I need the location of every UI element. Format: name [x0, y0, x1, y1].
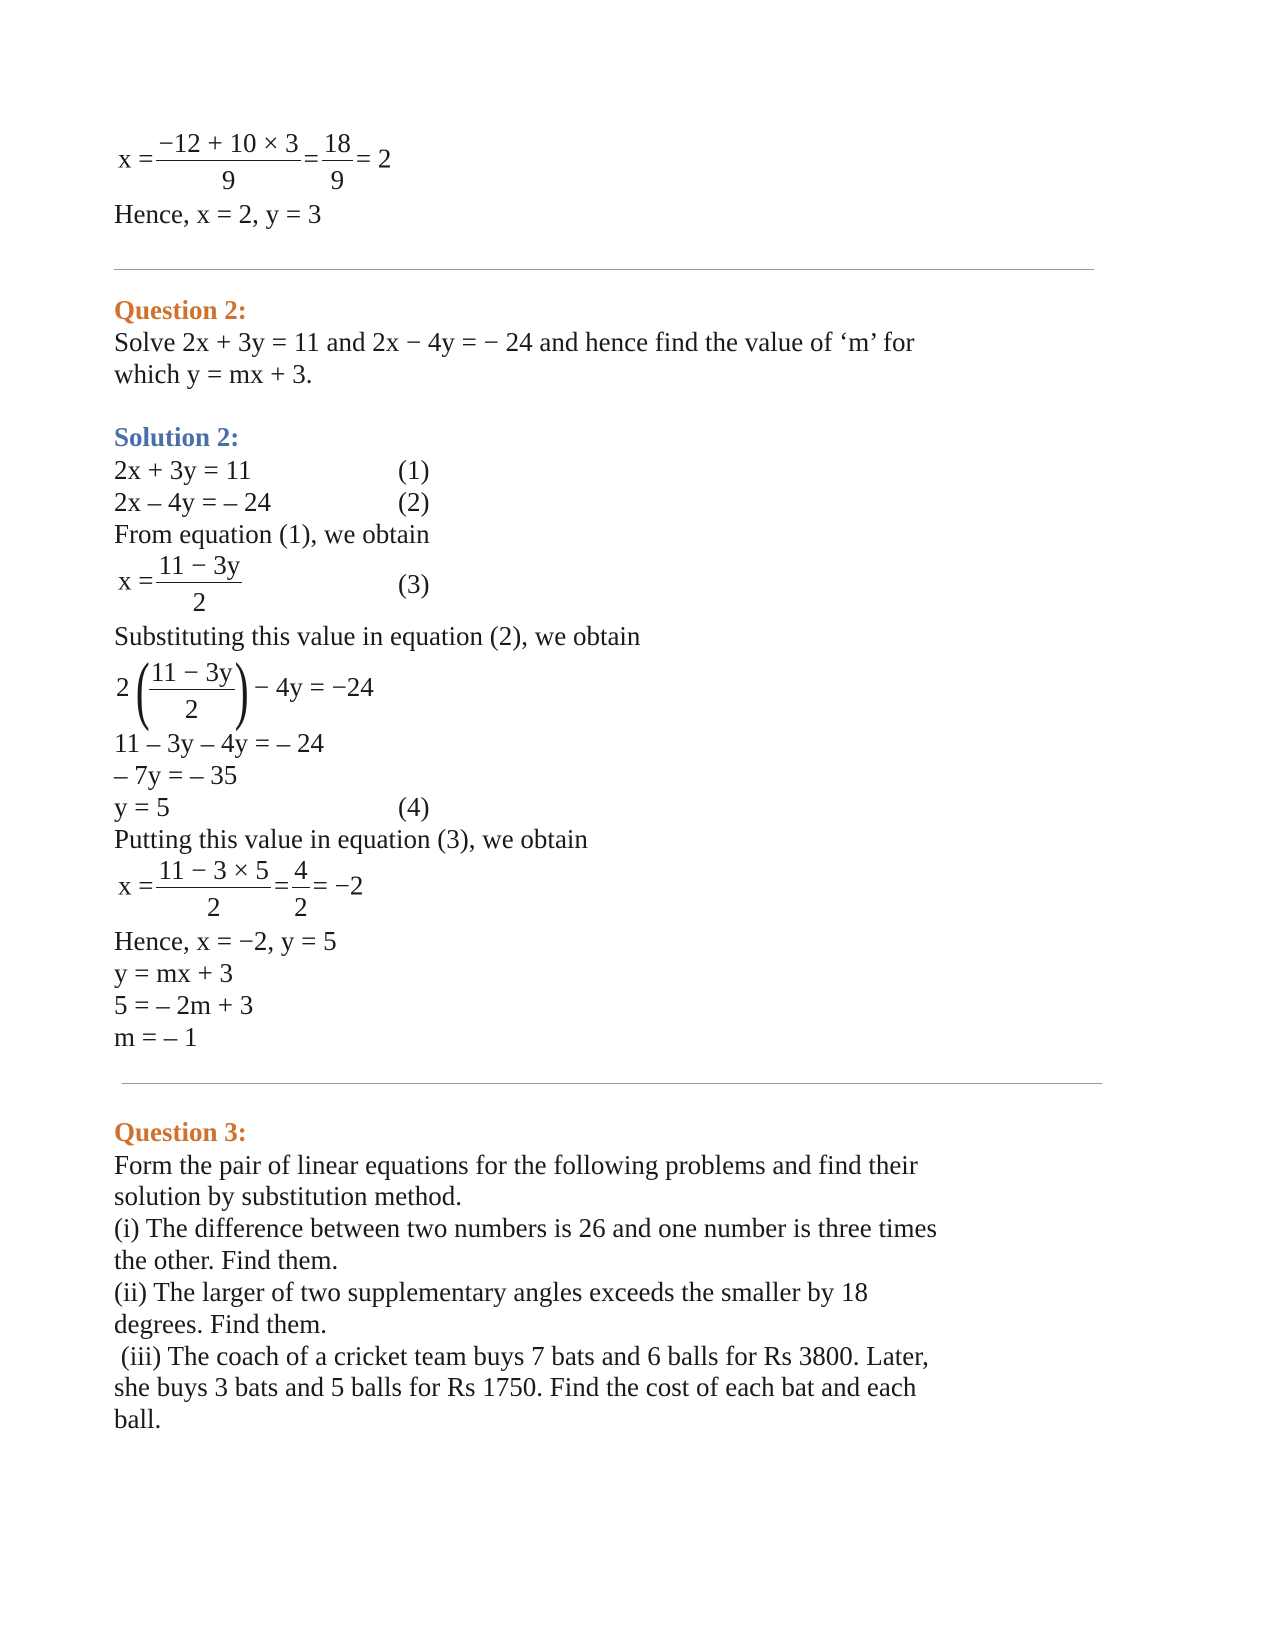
- fraction-numerator: −12 + 10 × 3: [158, 128, 299, 158]
- x-lhs: x =: [118, 143, 154, 174]
- x-lhs: x =: [118, 870, 154, 901]
- question-text-line: which y = mx + 3.: [114, 359, 313, 389]
- question-text-line: degrees. Find them.: [114, 1309, 327, 1339]
- divider: [122, 1083, 1102, 1084]
- question-text-line: (ii) The larger of two supplementary angles exceeds the smaller by 18: [114, 1277, 869, 1307]
- equation-x-frac: [118, 550, 245, 617]
- question-text-line: Form the pair of linear equations for the following problems and find their: [114, 1150, 918, 1180]
- fraction: [149, 657, 235, 724]
- equation-line: y = mx + 3: [114, 958, 233, 988]
- fraction-numerator: 18: [323, 128, 351, 158]
- result: = 2: [355, 143, 392, 174]
- fraction: [156, 855, 270, 922]
- equation-line: 2x + 3y = 11: [114, 455, 252, 485]
- question-text-line: ball.: [114, 1404, 162, 1434]
- equation-tag: (2): [398, 487, 430, 517]
- equation-line: 2x – 4y = – 24: [114, 487, 271, 517]
- question-text-line: Solve 2x + 3y = 11 and 2x − 4y = − 24 and hence find the value of ‘m’ for: [114, 327, 915, 357]
- right-paren-icon: ): [234, 648, 249, 732]
- rest: − 4y = −24: [253, 672, 374, 703]
- question-text-line: solution by substitution method.: [114, 1181, 463, 1211]
- equation-substitution: [116, 648, 374, 732]
- fraction-denominator: 9: [156, 160, 300, 195]
- text-line: Substituting this value in equation (2), we obtain: [114, 621, 641, 651]
- fraction-numerator: 11 − 3 × 5: [158, 855, 269, 885]
- fraction-denominator: 2: [156, 582, 242, 617]
- fraction: [156, 550, 242, 617]
- equation-line: m = – 1: [114, 1022, 198, 1052]
- hence-line: Hence, x = −2, y = 5: [114, 926, 337, 956]
- equation-tag: (1): [398, 455, 430, 485]
- question-text-line: the other. Find them.: [114, 1245, 339, 1275]
- equation-line: y = 5: [114, 792, 170, 822]
- equation-x-top: [118, 128, 391, 195]
- fraction-denominator: 2: [292, 887, 310, 922]
- equation-x2: [118, 855, 363, 922]
- fraction-numerator: 11 − 3y: [158, 550, 241, 580]
- x-lhs: x =: [118, 565, 154, 596]
- equation-tag: (3): [398, 569, 430, 599]
- question-text-line: she buys 3 bats and 5 balls for Rs 1750. Find the cost of each bat and each: [114, 1372, 917, 1402]
- equation-tag: (4): [398, 792, 430, 822]
- question-2-heading: Question 2:: [114, 295, 247, 325]
- result: = −2: [312, 870, 364, 901]
- fraction-denominator: 9: [322, 160, 353, 195]
- question-3-heading: Question 3:: [114, 1117, 247, 1147]
- coefficient: 2: [116, 672, 130, 703]
- question-text-line: (i) The difference between two numbers is 26 and one number is three times: [114, 1213, 937, 1243]
- equation-line: – 7y = – 35: [114, 760, 238, 790]
- text-line: From equation (1), we obtain: [114, 519, 430, 549]
- left-paren-icon: (: [135, 648, 150, 732]
- fraction-numerator: 4: [294, 855, 308, 885]
- fraction-denominator: 2: [156, 887, 270, 922]
- question-text-line: (iii) The coach of a cricket team buys 7 bats and 6 balls for Rs 3800. Later,: [114, 1341, 929, 1371]
- equation-line: 11 – 3y – 4y = – 24: [114, 728, 324, 758]
- fraction: [292, 855, 310, 922]
- hence-line: Hence, x = 2, y = 3: [114, 199, 322, 229]
- fraction: [156, 128, 300, 195]
- fraction-numerator: 11 − 3y: [150, 656, 233, 687]
- fraction-denominator: 2: [149, 689, 235, 724]
- fraction: [322, 128, 353, 195]
- solution-2-heading: Solution 2:: [114, 422, 240, 452]
- equals-sign: =: [303, 143, 319, 174]
- equation-line: 5 = – 2m + 3: [114, 990, 254, 1020]
- divider: [114, 269, 1094, 270]
- text-line: Putting this value in equation (3), we obtain: [114, 824, 588, 854]
- equals-sign: =: [273, 870, 290, 901]
